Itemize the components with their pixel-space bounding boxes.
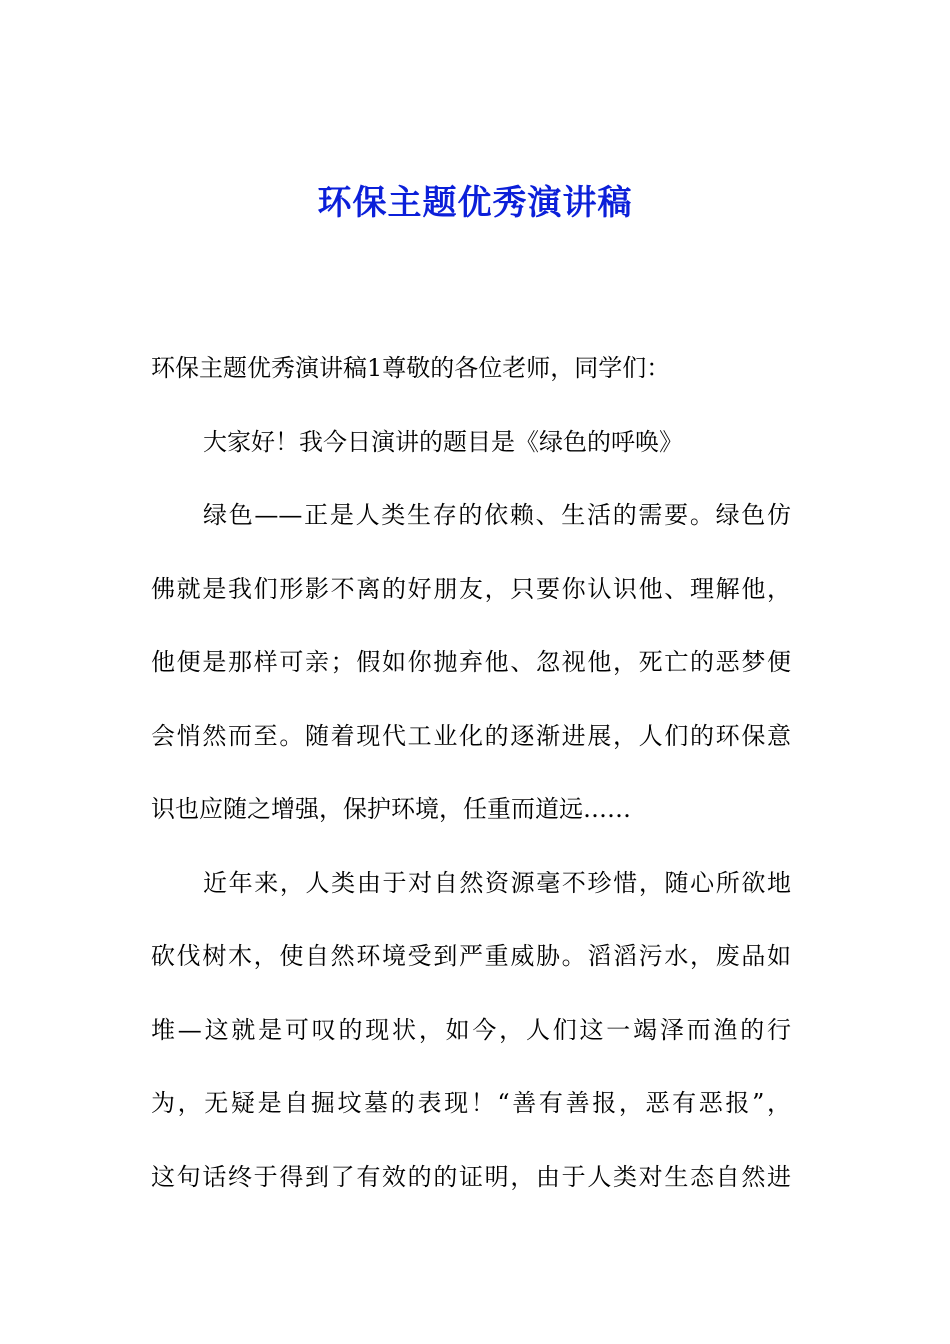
text-line: 会悄然而至。随着现代工业化的逐渐进展，人们的环保意 bbox=[151, 721, 791, 750]
text-line: 砍伐树木，使自然环境受到严重威胁。滔滔污水，废品如 bbox=[151, 942, 791, 970]
text-line: 这句话终于得到了有效的的证明，由于人类对生态自然进 bbox=[151, 1162, 791, 1191]
document-body bbox=[151, 332, 791, 1214]
text-line: 他便是那样可亲；假如你抛弃他、忽视他，死亡的恶梦便 bbox=[151, 648, 791, 676]
text-line: 堆—这就是可叹的现状，如今，人们这一竭泽而渔的行 bbox=[151, 1015, 791, 1044]
text-line: 环保主题优秀演讲稿1尊敬的各位老师，同学们： bbox=[151, 354, 671, 382]
document-title: 环保主题优秀演讲稿 bbox=[317, 183, 633, 223]
text-line: 识也应随之增强，保护环境，任重而道远…… bbox=[151, 795, 631, 823]
text-line: 佛就是我们形影不离的好朋友，只要你认识他、理解他， bbox=[151, 574, 791, 603]
text-line: 为，无疑是自掘坟墓的表现！“善有善报，恶有恶报”， bbox=[151, 1089, 791, 1117]
text-line: 大家好！我今日演讲的题目是《绿色的呼唤》 bbox=[203, 427, 683, 456]
text-line: 绿色——正是人类生存的依赖、生活的需要。绿色仿 bbox=[203, 501, 791, 529]
text-line: 近年来，人类由于对自然资源毫不珍惜，随心所欲地 bbox=[203, 868, 791, 897]
